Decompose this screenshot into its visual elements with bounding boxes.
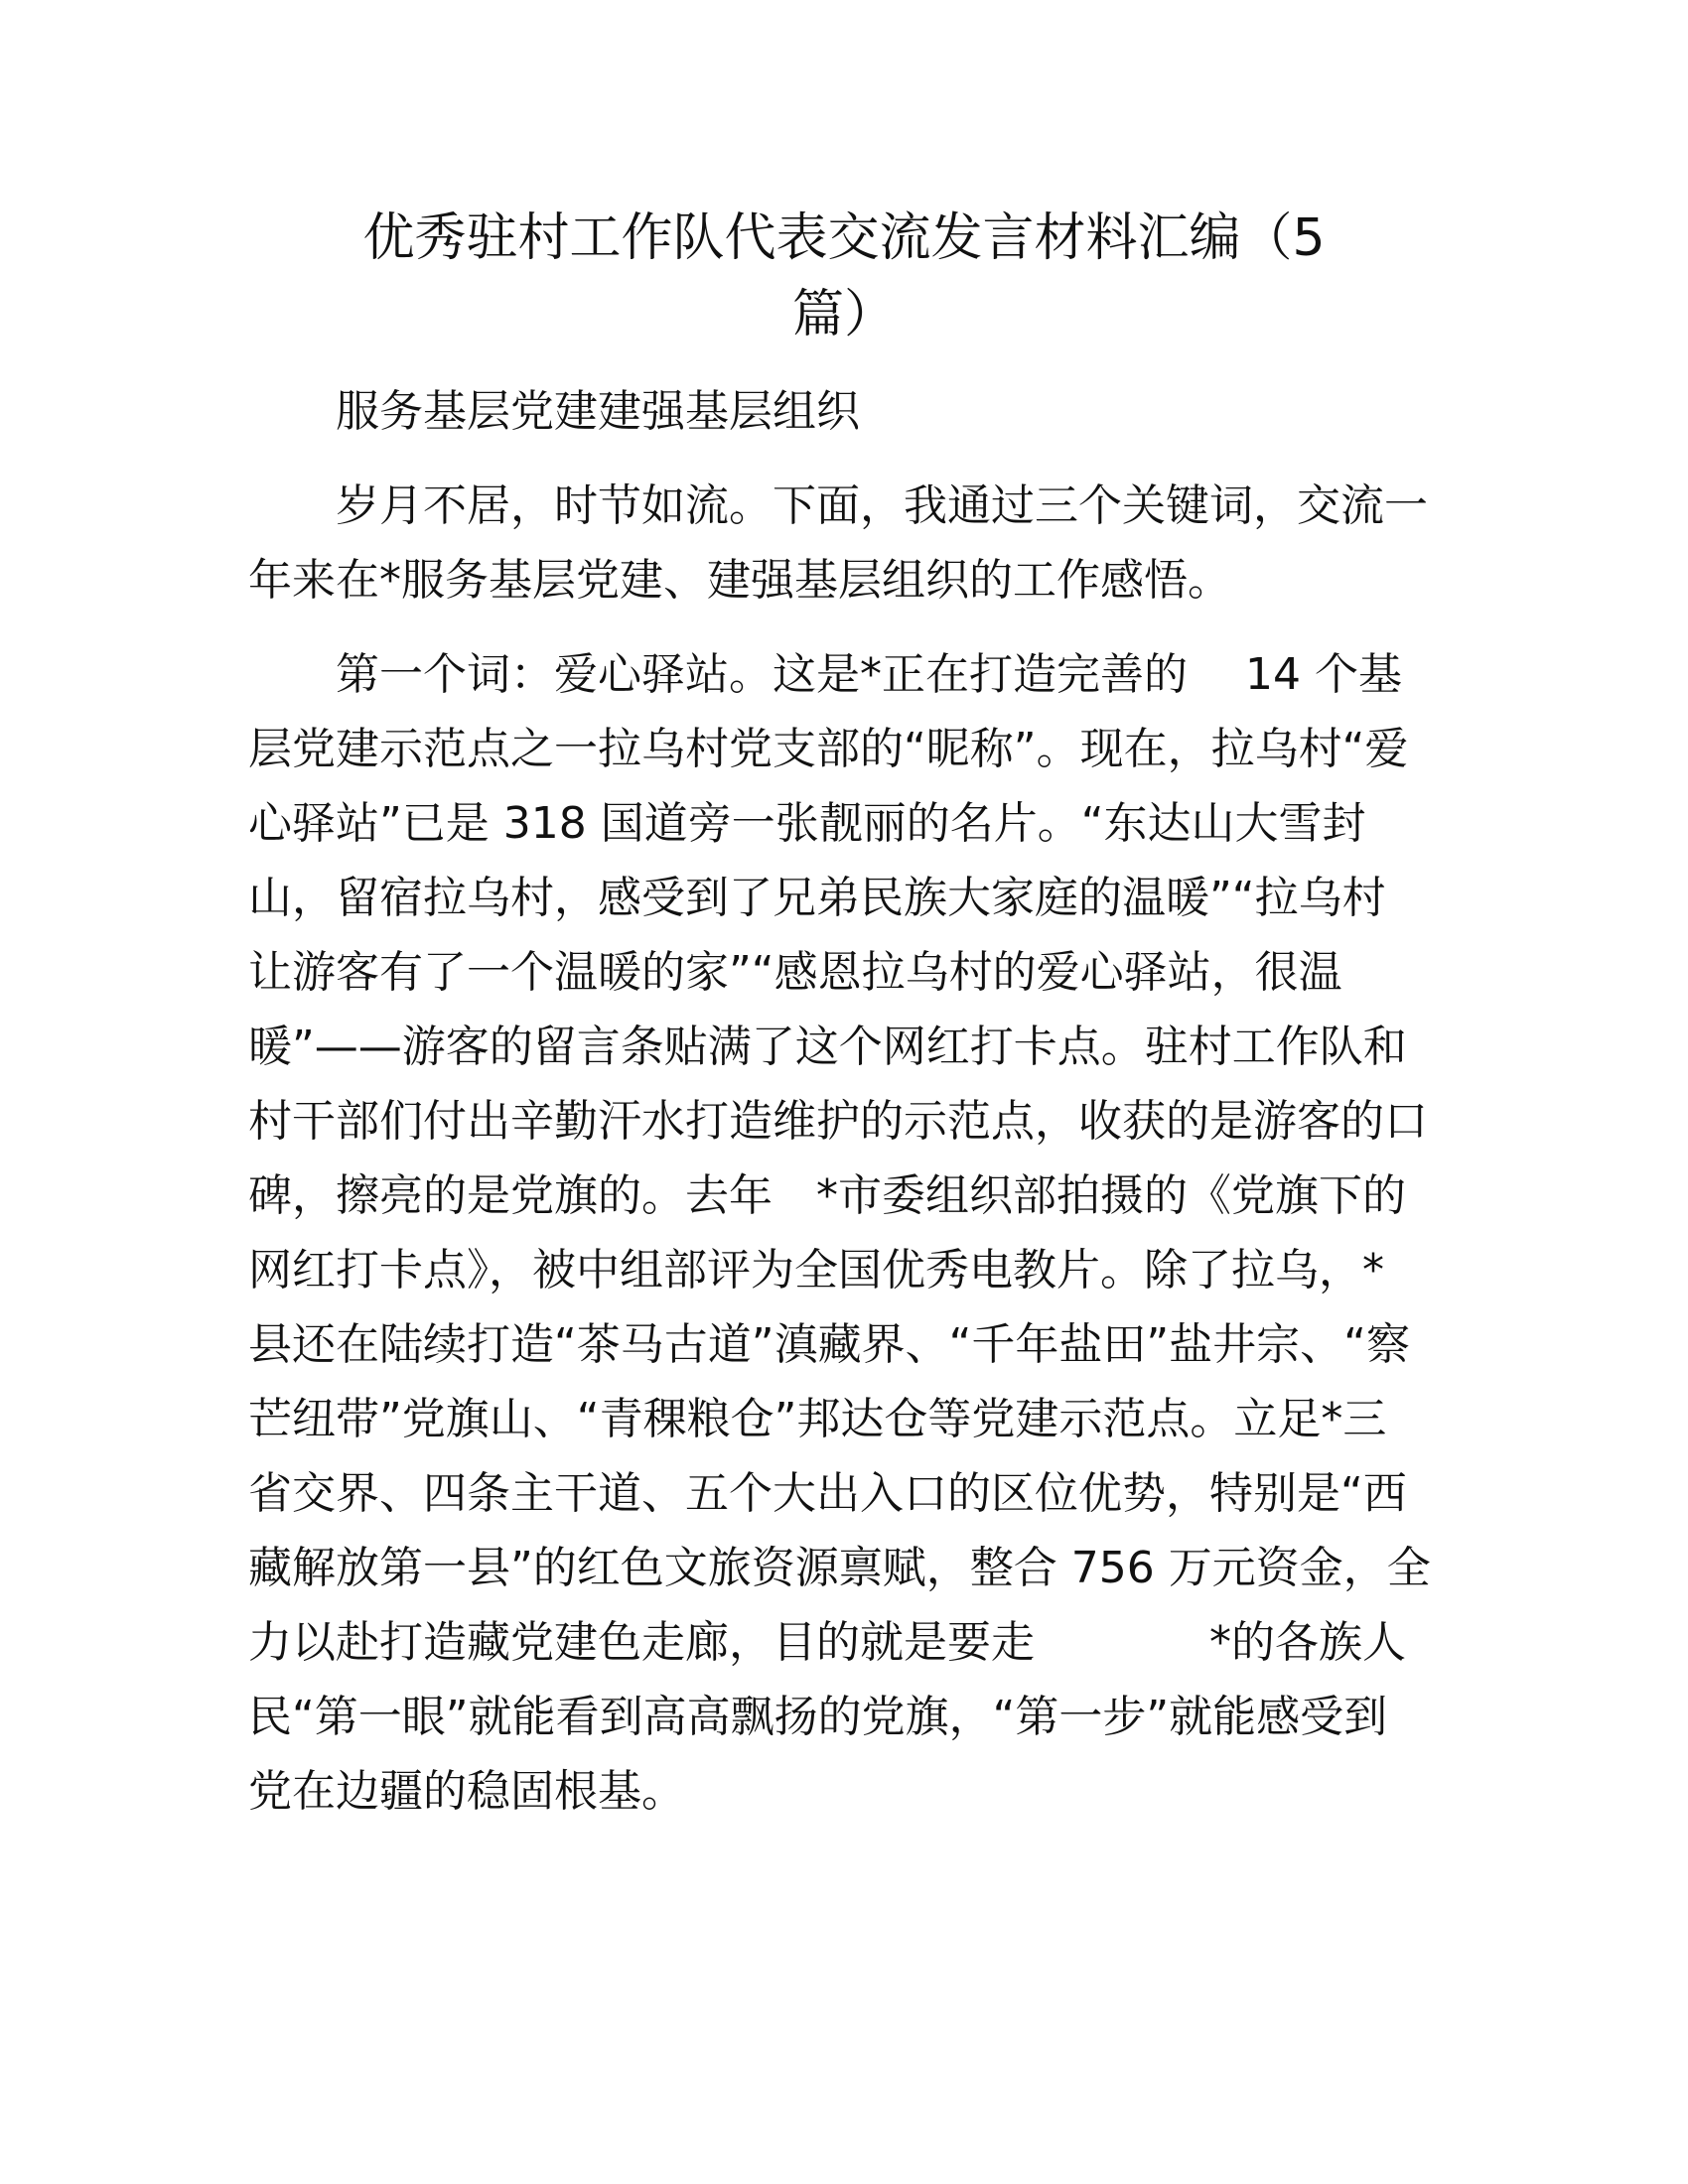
paragraph-2-line: 网红打卡点》，被中组部评为全国优秀电教片。除了拉乌，* [248,1245,1384,1296]
document-title-line-1: 优秀驻村工作队代表交流发言材料汇编（5 [362,208,1326,268]
document-title-line-2: 篇） [791,285,896,344]
paragraph-2-line: 党在边疆的稳固根基。 [248,1766,685,1817]
paragraph-2-line: 藏解放第一县”的红色文旅资源禀赋，整合 756 万元资金，全 [248,1543,1431,1593]
paragraph-2-line: 让游客有了一个温暖的家”“感恩拉乌村的爱心驿站，很温 [248,947,1342,998]
paragraph-2-line: 山，留宿拉乌村，感受到了兄弟民族大家庭的温暖”“拉乌村 [248,873,1386,923]
paragraph-2-line: 芒纽带”党旗山、“青稞粮仓”邦达仓等党建示范点。立足*三 [248,1394,1387,1444]
paragraph-2-line: 民“第一眼”就能看到高高飘扬的党旗，“第一步”就能感受到 [248,1692,1388,1742]
paragraph-1-line: 年来在*服务基层党建、建强基层组织的工作感悟。 [248,555,1231,606]
paragraph-2-line: 省交界、四条主干道、五个大出入口的区位优势，特别是“西 [248,1468,1407,1519]
paragraph-2-line: 第一个词：爱心驿站。这是*正在打造完善的 14 个基 [336,649,1402,700]
paragraph-2-line: 县还在陆续打造“茶马古道”滇藏界、“千年盐田”盐井宗、“察 [248,1319,1410,1370]
paragraph-2-line: 力以赴打造藏党建色走廊，目的就是要走 *的各族人 [248,1617,1406,1668]
paragraph-1-line: 岁月不居，时节如流。下面，我通过三个关键词，交流一 [336,480,1428,531]
paragraph-2-line: 村干部们付出辛勤汗水打造维护的示范点，收获的是游客的口 [248,1096,1428,1147]
paragraph-2-line: 层党建示范点之一拉乌村党支部的“昵称”。现在，拉乌村“爱 [248,724,1409,774]
paragraph-2-line: 碑，擦亮的是党旗的。去年 *市委组织部拍摄的《党旗下的 [248,1170,1406,1221]
section-heading: 服务基层党建建强基层组织 [336,386,860,437]
paragraph-2-line: 暖”——游客的留言条贴满了这个网红打卡点。驻村工作队和 [248,1022,1407,1072]
paragraph-2-line: 心驿站”已是 318 国道旁一张靓丽的名片。“东达山大雪封 [248,798,1366,849]
